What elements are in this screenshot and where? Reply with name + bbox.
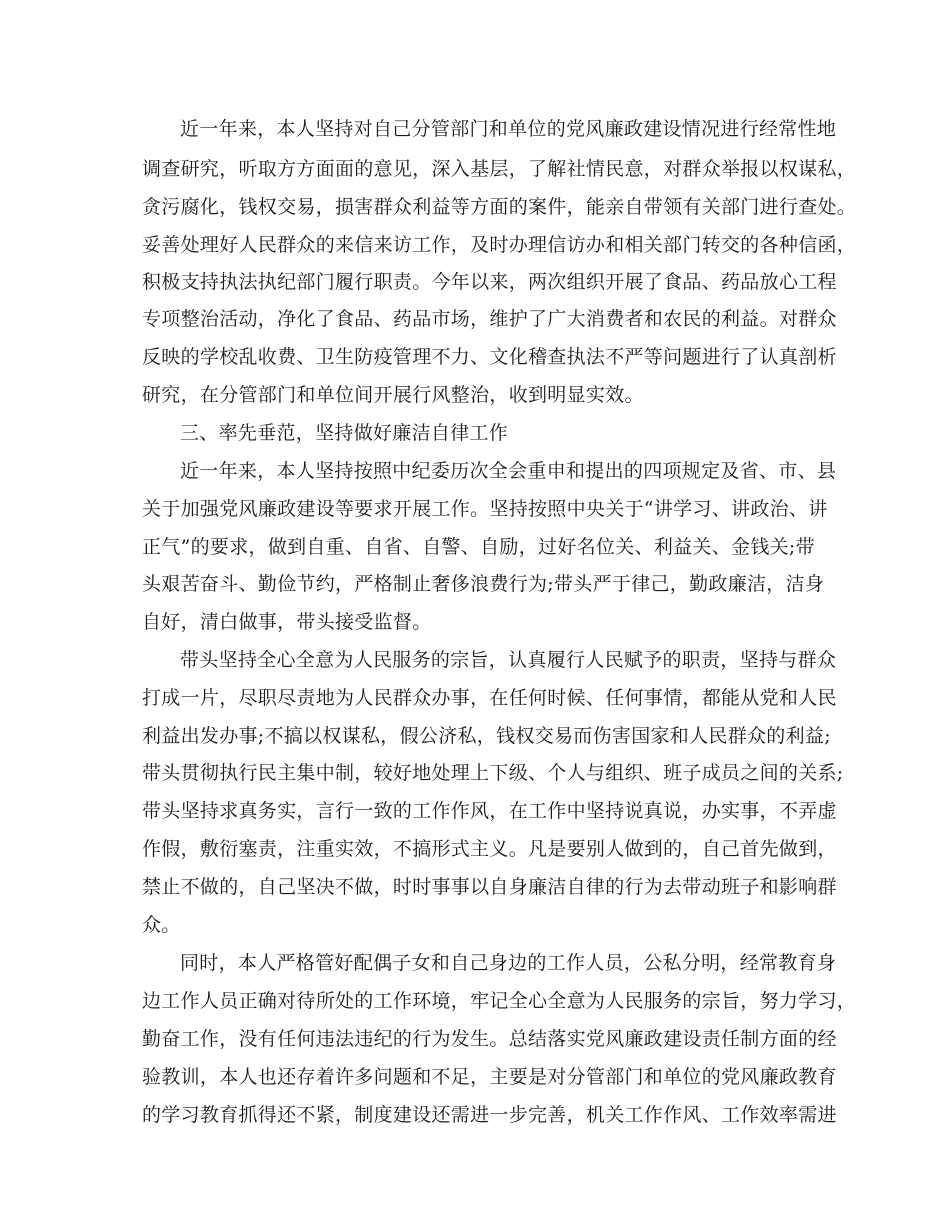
paragraph-line: 调查研究，听取方方面面的意见，深入基层，了解社情民意，对群众举报以权谋私，	[142, 158, 857, 180]
paragraph-line: 正气”的要求，做到自重、自省、自警、自励，过好名位关、利益关、金钱关;带	[142, 536, 815, 558]
paragraph-line: 近一年来，本人坚持对自己分管部门和单位的党风廉政建设情况进行经常性地	[180, 118, 837, 140]
paragraph-line: 作假，敷衍塞责，注重实效，不搞形式主义。凡是要别人做到的，自己首先做到，	[142, 838, 837, 860]
paragraph-line: 众。	[142, 914, 181, 936]
paragraph-line: 禁止不做的，自己坚决不做，时时事事以自身廉洁自律的行为去带动班子和影响群	[142, 876, 837, 898]
paragraph-line: 关于加强党风廉政建设等要求开展工作。坚持按照中央关于“讲学习、讲政治、讲	[142, 498, 828, 520]
paragraph-line: 自好，清白做事，带头接受监督。	[142, 611, 432, 633]
paragraph-line: 勤奋工作，没有任何违法违纪的行为发生。总结落实党风廉政建设责任制方面的经	[142, 1028, 837, 1050]
paragraph-line: 利益出发办事;不搞以权谋私，假公济私，钱权交易而伤害国家和人民群众的利益;	[142, 725, 831, 747]
paragraph-line: 打成一片，尽职尽责地为人民群众办事，在任何时候、任何事情，都能从党和人民	[142, 687, 837, 709]
paragraph-line: 积极支持执法执纪部门履行职责。今年以来，两次组织开展了食品、药品放心工程	[142, 271, 837, 293]
paragraph-line: 边工作人员正确对待所处的工作环境，牢记全心全意为人民服务的宗旨，努力学习，	[142, 990, 857, 1012]
paragraph-line: 头艰苦奋斗、勤俭节约，严格制止奢侈浪费行为;带头严于律己，勤政廉洁，洁身	[142, 573, 825, 595]
paragraph-line: 近一年来，本人坚持按照中纪委历次全会重申和提出的四项规定及省、市、县	[180, 460, 837, 482]
paragraph-line: 带头贯彻执行民主集中制，较好地处理上下级、个人与组织、班子成员之间的关系;	[142, 762, 844, 784]
paragraph-line: 贪污腐化，钱权交易，损害群众利益等方面的案件，能亲自带领有关部门进行查处。	[142, 196, 857, 218]
paragraph-line: 的学习教育抓得还不紧，制度建设还需进一步完善，机关工作作风、工作效率需进	[142, 1104, 837, 1126]
paragraph-line: 专项整治活动，净化了食品、药品市场，维护了广大消费者和农民的利益。对群众	[142, 308, 837, 330]
paragraph-line: 带头坚持全心全意为人民服务的宗旨，认真履行人民赋予的职责，坚持与群众	[180, 649, 837, 671]
paragraph-line: 反映的学校乱收费、卫生防疫管理不力、文化稽查执法不严等问题进行了认真剖析	[142, 346, 837, 368]
paragraph-line: 同时，本人严格管好配偶子女和自己身边的工作人员，公私分明，经常教育身	[180, 952, 837, 974]
section-heading: 三、率先垂范，坚持做好廉洁自律工作	[180, 422, 509, 444]
paragraph-line: 验教训，本人也还存着许多问题和不足，主要是对分管部门和单位的党风廉政教育	[142, 1066, 837, 1088]
paragraph-line: 带头坚持求真务实，言行一致的工作作风，在工作中坚持说真说，办实事，不弄虚	[142, 800, 837, 822]
paragraph-line: 研究，在分管部门和单位间开展行风整治，收到明显实效。	[142, 384, 644, 406]
paragraph-line: 妥善处理好人民群众的来信来访工作，及时办理信访办和相关部门转交的各种信函，	[142, 234, 857, 256]
